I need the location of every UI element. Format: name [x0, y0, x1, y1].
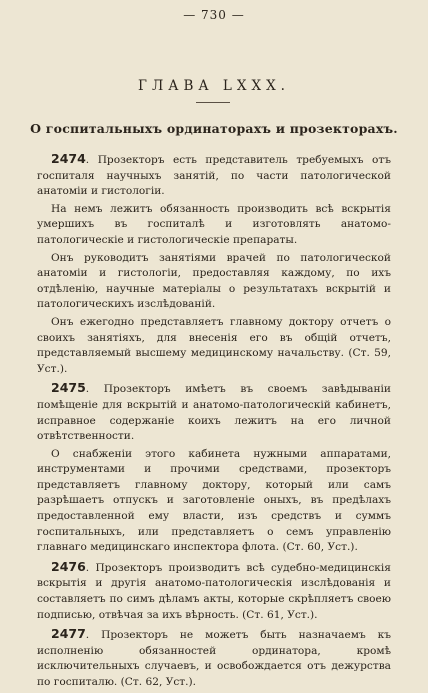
paragraph [37, 559, 391, 623]
paragraph [37, 315, 391, 377]
paragraph-text: О снабженіи этого кабинета нужными аппаратами, инструментами и прочими средствами, прозекторъ представляетъ главному доктору, который или самъ разрѣшаетъ отпускъ и заготовленіе оныхъ, въ предѣлахъ предоставленной ему власти, изъ средствъ и суммъ госпитальныхъ, или представляетъ о семъ управленію главнаго медицинскаго инспектора флота. (Ст. 60, Уст.). [37, 447, 391, 554]
paragraph [37, 202, 391, 249]
page-number: — 730 — [183, 8, 245, 22]
paragraph-text: . Прозекторъ производитъ всѣ судебно-медицинскія вскрытія и другія анатомо-патологическія изслѣдованія и составляетъ по симъ дѣламъ акты, которые скрѣпляетъ своею подписью, отвѣчая за ихъ вѣрность. (Ст. 61, Уст.). [37, 561, 391, 621]
paragraph [37, 626, 391, 690]
paragraph [37, 447, 391, 556]
paragraph [37, 151, 391, 200]
paragraph-text: . Прозекторъ есть представитель требуемыхъ отъ госпиталя научныхъ занятій, по части патологической анатоміи и гистологіи. [37, 154, 391, 198]
chapter-heading: ГЛАВА LXXX. [138, 78, 290, 94]
divider [196, 102, 230, 103]
article-number: 2476 [51, 558, 86, 574]
paragraph [37, 251, 391, 313]
paragraph-text: . Прозекторъ имѣетъ въ своемъ завѣдываніи помѣщеніе для вскрытій и анатомо-патологическій кабинетъ, исправное содержаніе коихъ лежитъ на его личной отвѣтственности. [37, 383, 391, 443]
paragraph-text: На немъ лежитъ обязанность производить всѣ вскрытія умершихъ въ госпиталѣ и изготовлять анатомо-патологическіе и гистологическіе препараты. [37, 202, 391, 246]
paragraph-text: . Прозекторъ не можетъ быть назначаемъ къ исполненію обязанностей ординатора, кромѣ исключительныхъ случаевъ, и освобождается отъ дежурства по госпиталю. (Ст. 62, Уст.). [37, 629, 391, 688]
paragraph-text: Онъ руководитъ занятіями врачей по патологической анатоміи и гистологіи, предоставляя каждому, по ихъ отдѣленію, научные матеріалы о результатахъ вскрытій и патологическихъ изслѣдованій. [37, 251, 391, 311]
body-text [37, 148, 391, 693]
section-title: О госпитальныхъ ординаторахъ и прозекторахъ. [30, 121, 398, 136]
article-number: 2475 [51, 380, 86, 396]
paragraph-text: Онъ ежегодно представляетъ главному доктору отчетъ о своихъ занятіяхъ, для внесенія его въ общій отчетъ, представляемый высшему медицинскому начальству. (Ст. 59, Уст.). [37, 315, 391, 375]
article-number: 2477 [51, 626, 86, 642]
paragraph [37, 380, 391, 444]
article-number: 2474 [51, 151, 86, 166]
